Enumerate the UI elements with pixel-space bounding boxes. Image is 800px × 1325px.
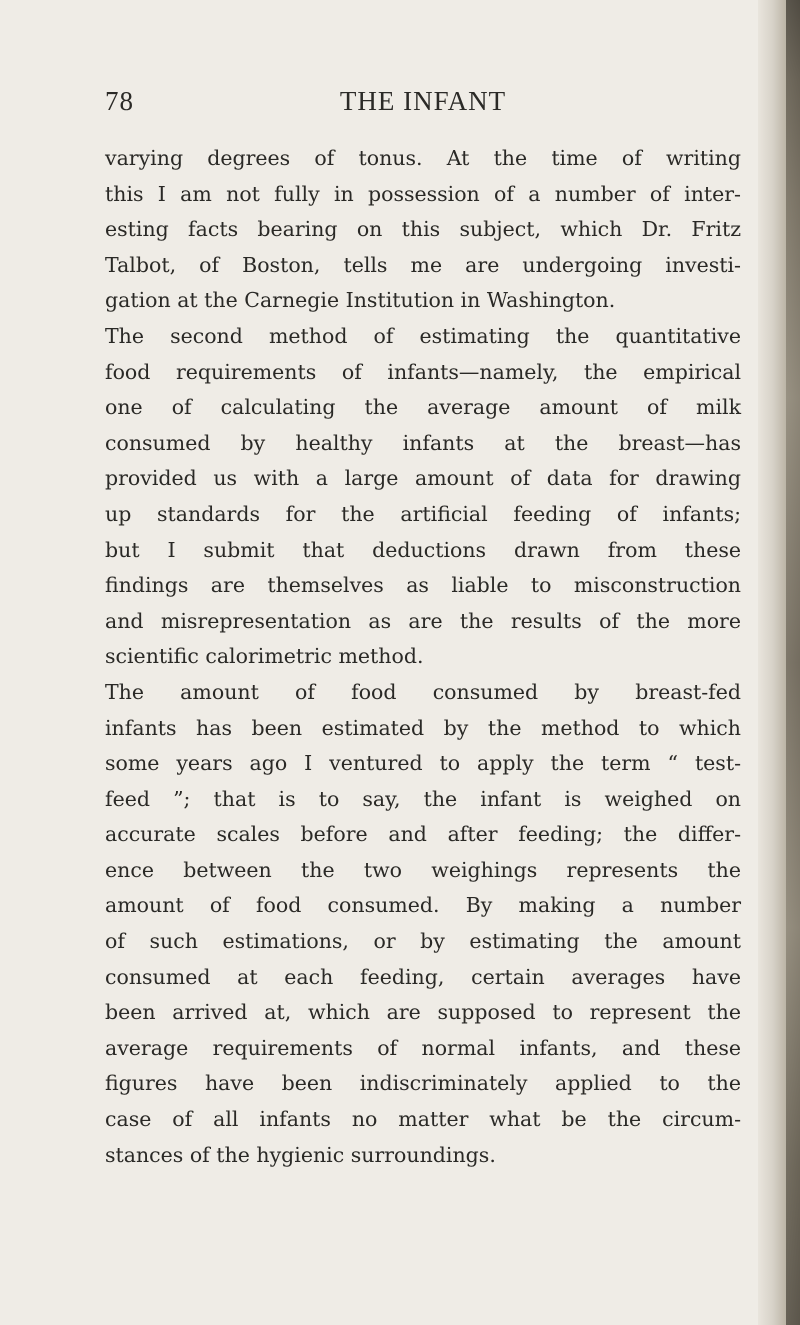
text-line: ence between the two weighings represents the (105, 857, 741, 882)
text-line: but I submit that deductions drawn from these (105, 537, 741, 562)
text-line: varying degrees of tonus. At the time of writing (105, 146, 741, 170)
text-line: findings are themselves as liable to misconstruction (105, 573, 741, 598)
text-line: food requirements of infants—namely, the empirical (105, 359, 741, 384)
text-line: consumed at each feeding, certain averages have (105, 964, 741, 989)
text-line: scientific calorimetric method. (105, 644, 424, 669)
running-title: THE INFANT (339, 86, 507, 116)
text-line: this I am not fully in possession of a number of inter- (105, 181, 741, 206)
text-line: consumed by healthy infants at the breast—has (105, 430, 741, 455)
text-line: figures have been indiscriminately applied to the (105, 1071, 741, 1096)
page-edge-shadow (786, 0, 800, 1325)
page-number: 78 (105, 86, 134, 116)
text-line: been arrived at, which are supposed to represent the (105, 1000, 741, 1025)
text-line: gation at the Carnegie Institution in Washington. (105, 288, 616, 313)
text-line: some years ago I ventured to apply the term “ test- (105, 751, 741, 776)
text-line: one of calculating the average amount of milk (105, 395, 741, 420)
text-line: accurate scales before and after feeding; the differ- (105, 822, 741, 847)
text-line: of such estimations, or by estimating the amount (105, 929, 741, 954)
text-line: esting facts bearing on this subject, which Dr. Fritz (105, 217, 741, 242)
text-line: average requirements of normal infants, and these (105, 1035, 741, 1060)
text-line: infants has been estimated by the method to which (105, 715, 741, 740)
page-header (105, 86, 741, 128)
text-line: case of all infants no matter what be the circum- (105, 1107, 741, 1132)
text-line: stances of the hygienic surroundings. (105, 1142, 496, 1167)
text-line: feed ”; that is to say, the infant is weighed on (105, 786, 741, 811)
text-line: provided us with a large amount of data for drawing (105, 466, 741, 491)
text-line: up standards for the artificial feeding of infants; (105, 501, 741, 526)
text-line: The amount of food consumed by breast-fed (105, 679, 741, 704)
body-text (105, 141, 741, 1173)
text-line: Talbot, of Boston, tells me are undergoing investi- (105, 252, 741, 277)
text-line: amount of food consumed. By making a number (105, 893, 741, 918)
text-line: The second method of estimating the quantitative (105, 323, 741, 348)
text-line: and misrepresentation as are the results of the more (105, 608, 741, 633)
